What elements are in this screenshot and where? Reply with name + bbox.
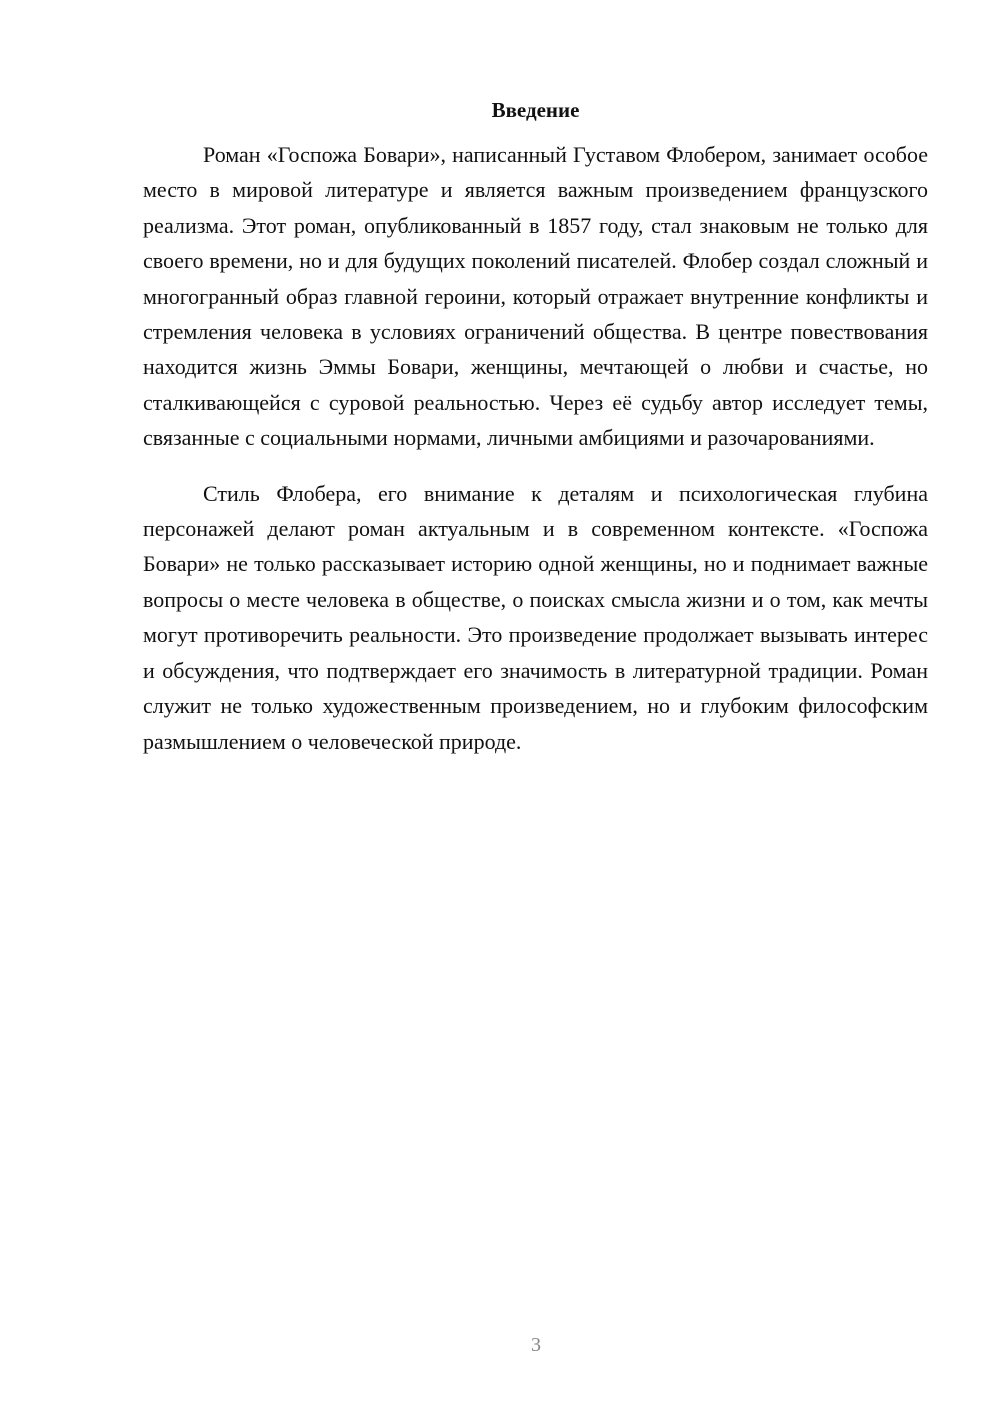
page-content bbox=[143, 92, 928, 759]
paragraph-1: Роман «Госпожа Бовари», написанный Густавом Флобером, занимает особое место в мировой литературе и является важным произведением французского реализма. Этот роман, опубликованный в 1857 году, стал знаковым не только для своего времени, но и для будущих поколений писателей. Флобер создал сложный и многогранный образ главной героини, который отражает внутренние конфликты и стремления человека в условиях ограничений общества. В центре повествования находится жизнь Эммы Бовари, женщины, мечтающей о любви и счастье, но сталкивающейся с суровой реальностью. Через её судьбу автор исследует темы, связанные с социальными нормами, личными амбициями и разочарованиями. bbox=[143, 142, 928, 451]
paragraph-2: Стиль Флобера, его внимание к деталям и психологическая глубина персонажей делают роман актуальным и в современном контексте. «Госпожа Бовари» не только рассказывает историю одной женщины, но и поднимает важные вопросы о месте человека в обществе, о поисках смысла жизни и о том, как мечты могут противоречить реальности. Это произведение продолжает вызывать интерес и обсуждения, что подтверждает его значимость в литературной традиции. Роман служит не только художественным произведением, но и глубоким философским размышлением о человеческой природе. bbox=[143, 480, 928, 754]
page-number: 3 bbox=[531, 1334, 541, 1356]
section-heading: Введение bbox=[491, 98, 580, 122]
